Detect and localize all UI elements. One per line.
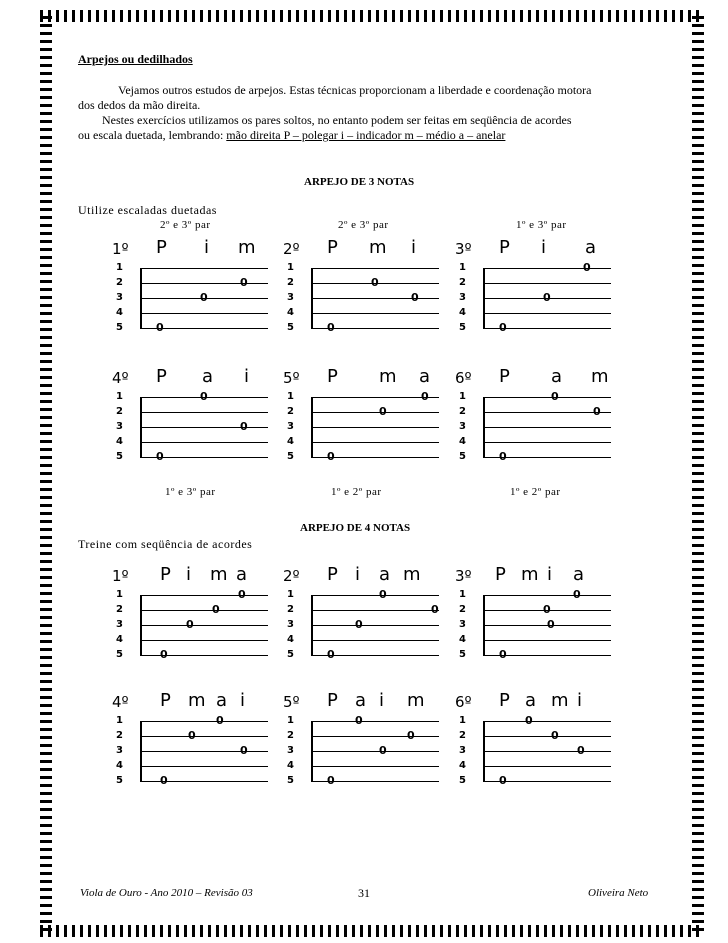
string-number: 3 — [459, 421, 466, 432]
string-number: 3 — [287, 421, 294, 432]
tab-string-line — [483, 412, 611, 413]
section-title-3-notes: ARPEJO DE 3 NOTAS — [304, 176, 415, 188]
open-string-note: 0 — [355, 714, 363, 727]
tab-string-line — [311, 397, 439, 398]
finger-letter: m — [369, 237, 387, 258]
diagram-number: 4º — [112, 693, 129, 711]
tab-string-line — [140, 751, 268, 752]
section-4-instruction: Treine com seqüência de acordes — [78, 537, 253, 551]
tab-string-line — [483, 283, 611, 284]
open-string-note: 0 — [371, 276, 379, 289]
open-string-note: 0 — [240, 276, 248, 289]
string-number: 2 — [287, 406, 294, 417]
finger-letter: a — [355, 690, 367, 711]
page-heading: Arpejos ou dedilhados — [78, 52, 193, 66]
open-string-note: 0 — [240, 420, 248, 433]
finger-letter: m — [407, 690, 425, 711]
string-number: 2 — [459, 730, 466, 741]
string-number: 4 — [116, 436, 123, 447]
finger-letter: a — [379, 564, 391, 585]
open-string-note: 0 — [200, 291, 208, 304]
finger-letter: m — [188, 690, 206, 711]
diagram-number: 1º — [112, 240, 129, 258]
string-number: 5 — [116, 649, 123, 660]
finger-letter: P — [499, 690, 510, 711]
tab-string-line — [311, 412, 439, 413]
open-string-note: 0 — [379, 588, 387, 601]
tab-string-line — [140, 721, 268, 722]
string-number: 1 — [459, 589, 466, 600]
finger-letter: m — [551, 690, 569, 711]
footer-title: Viola de Ouro - Ano 2010 – Revisão 03 — [80, 887, 253, 899]
diagram-number: 3º — [455, 567, 472, 585]
open-string-note: 0 — [327, 450, 335, 463]
tab-string-line — [140, 766, 268, 767]
finger-letter: i — [186, 564, 192, 585]
diagram-number: 6º — [455, 693, 472, 711]
finger-letter: m — [403, 564, 421, 585]
open-string-note: 0 — [499, 450, 507, 463]
diagram-number: 5º — [283, 369, 300, 387]
tab-string-line — [140, 595, 268, 596]
open-string-note: 0 — [547, 618, 555, 631]
finger-letter: P — [499, 237, 510, 258]
diagram-number: 2º — [283, 240, 300, 258]
string-number: 2 — [116, 406, 123, 417]
finger-letter: i — [379, 690, 385, 711]
finger-letter: P — [495, 564, 506, 585]
finger-letter: P — [327, 564, 338, 585]
finger-letter: P — [160, 564, 171, 585]
finger-letter: a — [236, 564, 248, 585]
open-string-note: 0 — [551, 729, 559, 742]
finger-letter: m — [210, 564, 228, 585]
tab-string-line — [311, 298, 439, 299]
tab-string-line — [140, 736, 268, 737]
string-number: 2 — [116, 604, 123, 615]
open-string-note: 0 — [407, 729, 415, 742]
string-number: 4 — [459, 760, 466, 771]
string-number: 2 — [287, 604, 294, 615]
string-number: 4 — [459, 436, 466, 447]
tab-string-line — [311, 736, 439, 737]
arpeggio-diagram-4-6 — [455, 690, 615, 787]
tab-string-line — [140, 442, 268, 443]
string-number: 4 — [287, 307, 294, 318]
finger-letter: i — [541, 237, 547, 258]
finger-letter: P — [327, 366, 338, 387]
pair-label-4: 1º e 3º par — [165, 486, 216, 498]
arpeggio-diagram-4-2 — [283, 564, 443, 661]
open-string-note: 0 — [160, 648, 168, 661]
right-hand-reminder: mão direita P – polegar i – indicador m – médio a – anelar — [226, 128, 506, 142]
finger-letter: a — [525, 690, 537, 711]
arpeggio-diagram-3-2 — [283, 237, 443, 334]
footer-author: Oliveira Neto — [588, 887, 649, 899]
diagram-number: 1º — [112, 567, 129, 585]
string-number: 5 — [116, 322, 123, 333]
string-number: 2 — [287, 730, 294, 741]
tab-string-line — [140, 610, 268, 611]
string-number: 2 — [459, 277, 466, 288]
tab-string-line — [311, 751, 439, 752]
tab-string-line — [483, 736, 611, 737]
tab-string-line — [140, 412, 268, 413]
open-string-note: 0 — [327, 774, 335, 787]
tab-string-line — [140, 268, 268, 269]
string-number: 5 — [459, 649, 466, 660]
arpeggio-diagram-4-5 — [283, 690, 443, 787]
string-number: 5 — [116, 451, 123, 462]
tab-string-line — [140, 283, 268, 284]
string-number: 5 — [459, 322, 466, 333]
finger-letter: a — [551, 366, 563, 387]
open-string-note: 0 — [238, 588, 246, 601]
open-string-note: 0 — [156, 450, 164, 463]
string-number: 1 — [116, 391, 123, 402]
tab-string-line — [483, 751, 611, 752]
arpeggio-diagram-3-4 — [112, 366, 272, 463]
tab-string-line — [311, 721, 439, 722]
string-number: 2 — [459, 406, 466, 417]
paragraph-line-2: dos dedos da mão direita. — [78, 98, 201, 112]
open-string-note: 0 — [327, 648, 335, 661]
pair-label-1: 2º e 3º par — [160, 219, 211, 231]
string-number: 4 — [287, 634, 294, 645]
finger-letter: P — [156, 237, 167, 258]
paragraph-line-3: Nestes exercícios utilizamos os pares soltos, no entanto podem ser feitas em seqüência de acordes — [102, 113, 572, 127]
section-3-instruction: Utilize escaladas duetadas — [78, 203, 217, 217]
string-number: 1 — [459, 262, 466, 273]
paragraph-line-4 — [78, 128, 505, 143]
open-string-note: 0 — [240, 744, 248, 757]
arpeggio-diagram-4-4 — [112, 690, 272, 787]
open-string-note: 0 — [327, 321, 335, 334]
string-number: 3 — [459, 292, 466, 303]
string-number: 5 — [287, 649, 294, 660]
pair-label-6: 1º e 2º par — [510, 486, 561, 498]
tab-string-line — [311, 625, 439, 626]
string-number: 1 — [287, 589, 294, 600]
finger-letter: P — [156, 366, 167, 387]
finger-letter: a — [216, 690, 228, 711]
open-string-note: 0 — [577, 744, 585, 757]
tab-string-line — [311, 766, 439, 767]
tab-string-line — [483, 268, 611, 269]
tab-string-line — [311, 595, 439, 596]
open-string-note: 0 — [543, 603, 551, 616]
string-number: 2 — [116, 277, 123, 288]
string-number: 3 — [116, 619, 123, 630]
tab-string-line — [311, 268, 439, 269]
diagram-number: 4º — [112, 369, 129, 387]
open-string-note: 0 — [156, 321, 164, 334]
finger-letter: i — [547, 564, 553, 585]
tab-string-line — [311, 313, 439, 314]
tab-string-line — [311, 610, 439, 611]
open-string-note: 0 — [573, 588, 581, 601]
string-number: 5 — [287, 322, 294, 333]
string-number: 4 — [287, 760, 294, 771]
decorative-border-bottom — [40, 925, 704, 937]
tab-string-line — [483, 397, 611, 398]
finger-letter: i — [411, 237, 417, 258]
finger-letter: a — [202, 366, 214, 387]
finger-letter: P — [160, 690, 171, 711]
open-string-note: 0 — [160, 774, 168, 787]
tab-string-line — [140, 427, 268, 428]
open-string-note: 0 — [499, 774, 507, 787]
open-string-note: 0 — [499, 648, 507, 661]
tab-string-line — [483, 721, 611, 722]
string-number: 3 — [287, 292, 294, 303]
open-string-note: 0 — [525, 714, 533, 727]
string-number: 3 — [116, 745, 123, 756]
open-string-note: 0 — [499, 321, 507, 334]
tab-string-line — [140, 313, 268, 314]
finger-letter: P — [499, 366, 510, 387]
diagram-number: 5º — [283, 693, 300, 711]
finger-letter: P — [327, 237, 338, 258]
open-string-note: 0 — [188, 729, 196, 742]
string-number: 5 — [287, 451, 294, 462]
finger-letter: i — [240, 690, 246, 711]
arpeggio-diagram-4-1 — [112, 564, 272, 661]
tab-string-line — [140, 640, 268, 641]
pair-label-3: 1º e 3º par — [516, 219, 567, 231]
tab-string-line — [311, 640, 439, 641]
string-number: 4 — [287, 436, 294, 447]
diagram-number: 6º — [455, 369, 472, 387]
string-number: 1 — [287, 715, 294, 726]
string-number: 3 — [287, 745, 294, 756]
pair-label-2: 2º e 3º par — [338, 219, 389, 231]
string-number: 4 — [116, 634, 123, 645]
string-number: 1 — [116, 715, 123, 726]
finger-letter: i — [355, 564, 361, 585]
finger-letter: m — [521, 564, 539, 585]
tab-string-line — [483, 442, 611, 443]
string-number: 4 — [459, 634, 466, 645]
finger-letter: a — [419, 366, 431, 387]
finger-letter: P — [327, 690, 338, 711]
finger-letter: i — [577, 690, 583, 711]
arpeggio-diagram-3-6 — [455, 366, 615, 463]
string-number: 5 — [459, 451, 466, 462]
tab-string-line — [311, 442, 439, 443]
paragraph-line-4-text: ou escala duetada, lembrando: — [78, 128, 227, 142]
open-string-note: 0 — [543, 291, 551, 304]
decorative-border-top — [40, 10, 704, 22]
string-number: 1 — [459, 391, 466, 402]
finger-letter: i — [204, 237, 210, 258]
pair-label-5: 1º e 2º par — [331, 486, 382, 498]
open-string-note: 0 — [379, 744, 387, 757]
finger-letter: i — [244, 366, 250, 387]
string-number: 3 — [116, 421, 123, 432]
string-number: 5 — [116, 775, 123, 786]
string-number: 1 — [287, 391, 294, 402]
string-number: 3 — [459, 619, 466, 630]
diagram-number: 3º — [455, 240, 472, 258]
decorative-border-left — [40, 16, 52, 931]
arpeggio-diagram-3-3 — [455, 237, 615, 334]
arpeggio-diagram-3-5 — [283, 366, 443, 463]
tab-string-line — [483, 595, 611, 596]
open-string-note: 0 — [355, 618, 363, 631]
page-number: 31 — [358, 886, 370, 900]
tab-string-line — [483, 427, 611, 428]
open-string-note: 0 — [411, 291, 419, 304]
open-string-note: 0 — [212, 603, 220, 616]
section-title-4-notes: ARPEJO DE 4 NOTAS — [300, 522, 411, 534]
finger-letter: m — [379, 366, 397, 387]
string-number: 2 — [459, 604, 466, 615]
finger-letter: m — [238, 237, 256, 258]
string-number: 1 — [287, 262, 294, 273]
string-number: 4 — [459, 307, 466, 318]
open-string-note: 0 — [551, 390, 559, 403]
string-number: 5 — [287, 775, 294, 786]
arpeggio-diagram-4-3 — [455, 564, 615, 661]
open-string-note: 0 — [379, 405, 387, 418]
string-number: 2 — [116, 730, 123, 741]
finger-letter: a — [585, 237, 597, 258]
open-string-note: 0 — [186, 618, 194, 631]
tab-string-line — [311, 427, 439, 428]
decorative-border-right — [692, 16, 704, 931]
open-string-note: 0 — [431, 603, 439, 616]
string-number: 1 — [116, 262, 123, 273]
arpeggio-diagram-3-1 — [112, 237, 272, 334]
finger-letter: m — [591, 366, 609, 387]
string-number: 1 — [116, 589, 123, 600]
tab-string-line — [483, 640, 611, 641]
string-number: 4 — [116, 760, 123, 771]
open-string-note: 0 — [593, 405, 601, 418]
string-number: 1 — [459, 715, 466, 726]
diagram-number: 2º — [283, 567, 300, 585]
string-number: 5 — [459, 775, 466, 786]
open-string-note: 0 — [216, 714, 224, 727]
string-number: 3 — [287, 619, 294, 630]
tab-string-line — [483, 766, 611, 767]
open-string-note: 0 — [200, 390, 208, 403]
open-string-note: 0 — [421, 390, 429, 403]
open-string-note: 0 — [583, 261, 591, 274]
finger-letter: a — [573, 564, 585, 585]
string-number: 4 — [116, 307, 123, 318]
string-number: 2 — [287, 277, 294, 288]
string-number: 3 — [116, 292, 123, 303]
tab-string-line — [140, 625, 268, 626]
paragraph-line-1: Vejamos outros estudos de arpejos. Estas técnicas proporcionam a liberdade e coordenação motora — [118, 83, 592, 97]
string-number: 3 — [459, 745, 466, 756]
tab-string-line — [483, 313, 611, 314]
